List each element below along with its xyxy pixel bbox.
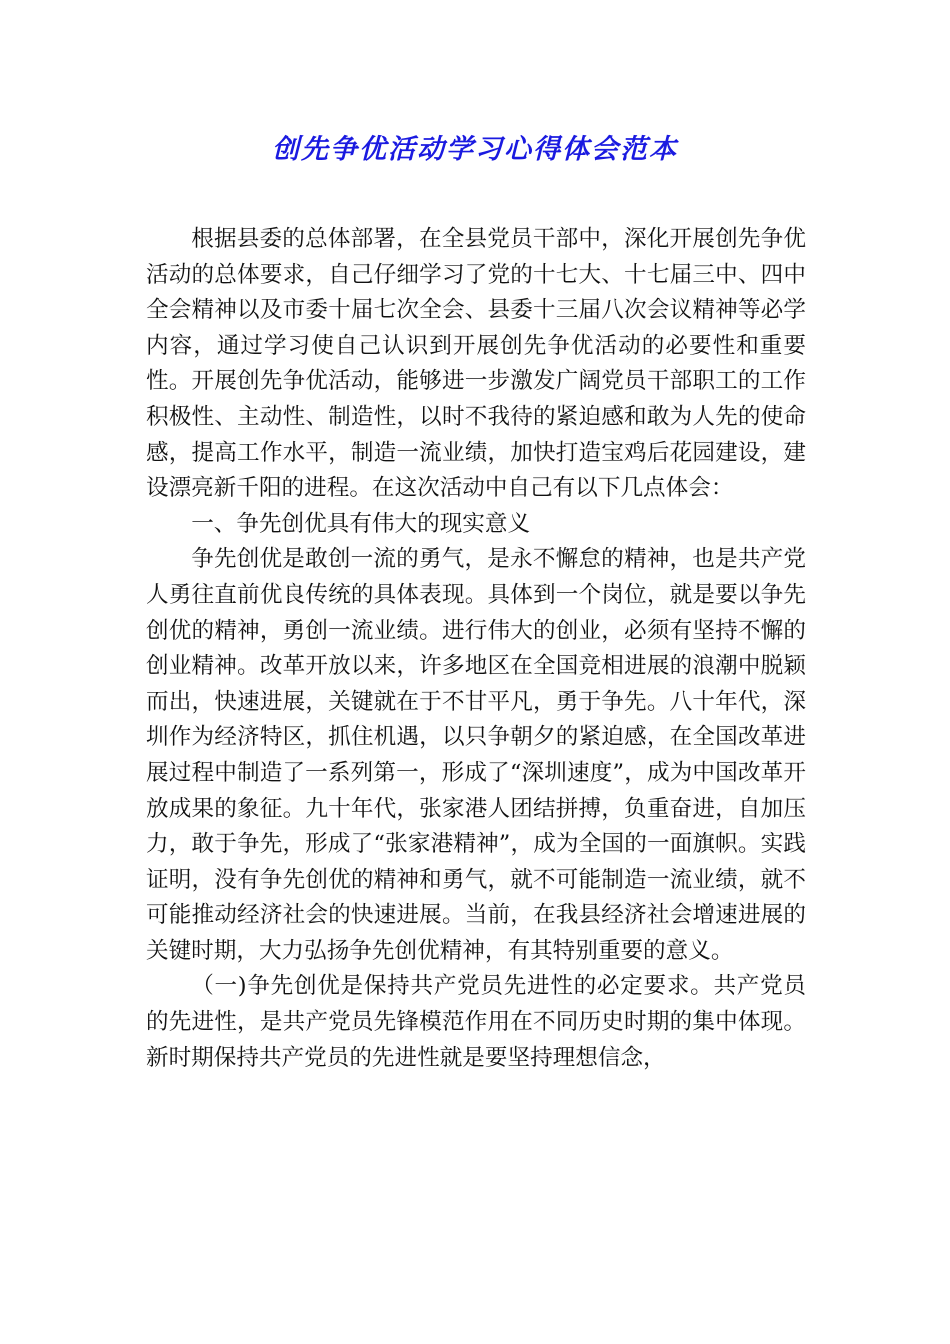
document-body [146,222,806,1076]
section-heading-1: 一、争先创优具有伟大的现实意义 [191,510,531,537]
paragraph-section-1: 争先创优是敢创一流的勇气，是永不懈怠的精神，也是共产党人勇往直前优良传统的具体表现。具体到一个岗位，就是要以争先创优的精神，勇创一流业绩。进行伟大的创业，必须有坚持不懈的创业精神。改革开放以来，许多地区在全国竞相进展的浪潮中脱颖而出，快速进展，关键就在于不甘平凡，勇于争先。八十年代，深圳作为经济特区，抓住机遇，以只争朝夕的紧迫感，在全国改革进展过程中制造了一系列第一，形成了“深圳速度”，成为中国改革开放成果的象征。九十年代，张家港人团结拼搏，负重奋进，自加压力，敢于争先，形成了“张家港精神”，成为全国的一面旗帜。实践证明，没有争先创优的精神和勇气，就不可能制造一流业绩，就不可能推动经济社会的快速进展。当前，在我县经济社会增速进展的关键时期，大力弘扬争先创优精神，有其特别重要的意义。 [146,546,806,964]
paragraph-subsection-1: （一)争先创优是保持共产党员先进性的必定要求。共产党员的先进性，是共产党员先锋模范作用在不同历史时期的集中体现。新时期保持共产党员的先进性就是要坚持理想信念， [146,973,806,1071]
document-title: 创先争优活动学习心得体会范本 [272,134,678,165]
paragraph-intro: 根据县委的总体部署，在全县党员干部中，深化开展创先争优活动的总体要求，自己仔细学习了党的十七大、十七届三中、四中全会精神以及市委十届七次全会、县委十三届八次会议精神等必学内容，通过学习使自己认识到开展创先争优活动的必要性和重要性。开展创先争优活动，能够进一步激发广阔党员干部职工的工作积极性、主动性、制造性，以时不我待的紧迫感和敢为人先的使命感，提高工作水平，制造一流业绩，加快打造宝鸡后花园建设，建设漂亮新千阳的进程。在这次活动中自己有以下几点体会： [146,226,806,502]
